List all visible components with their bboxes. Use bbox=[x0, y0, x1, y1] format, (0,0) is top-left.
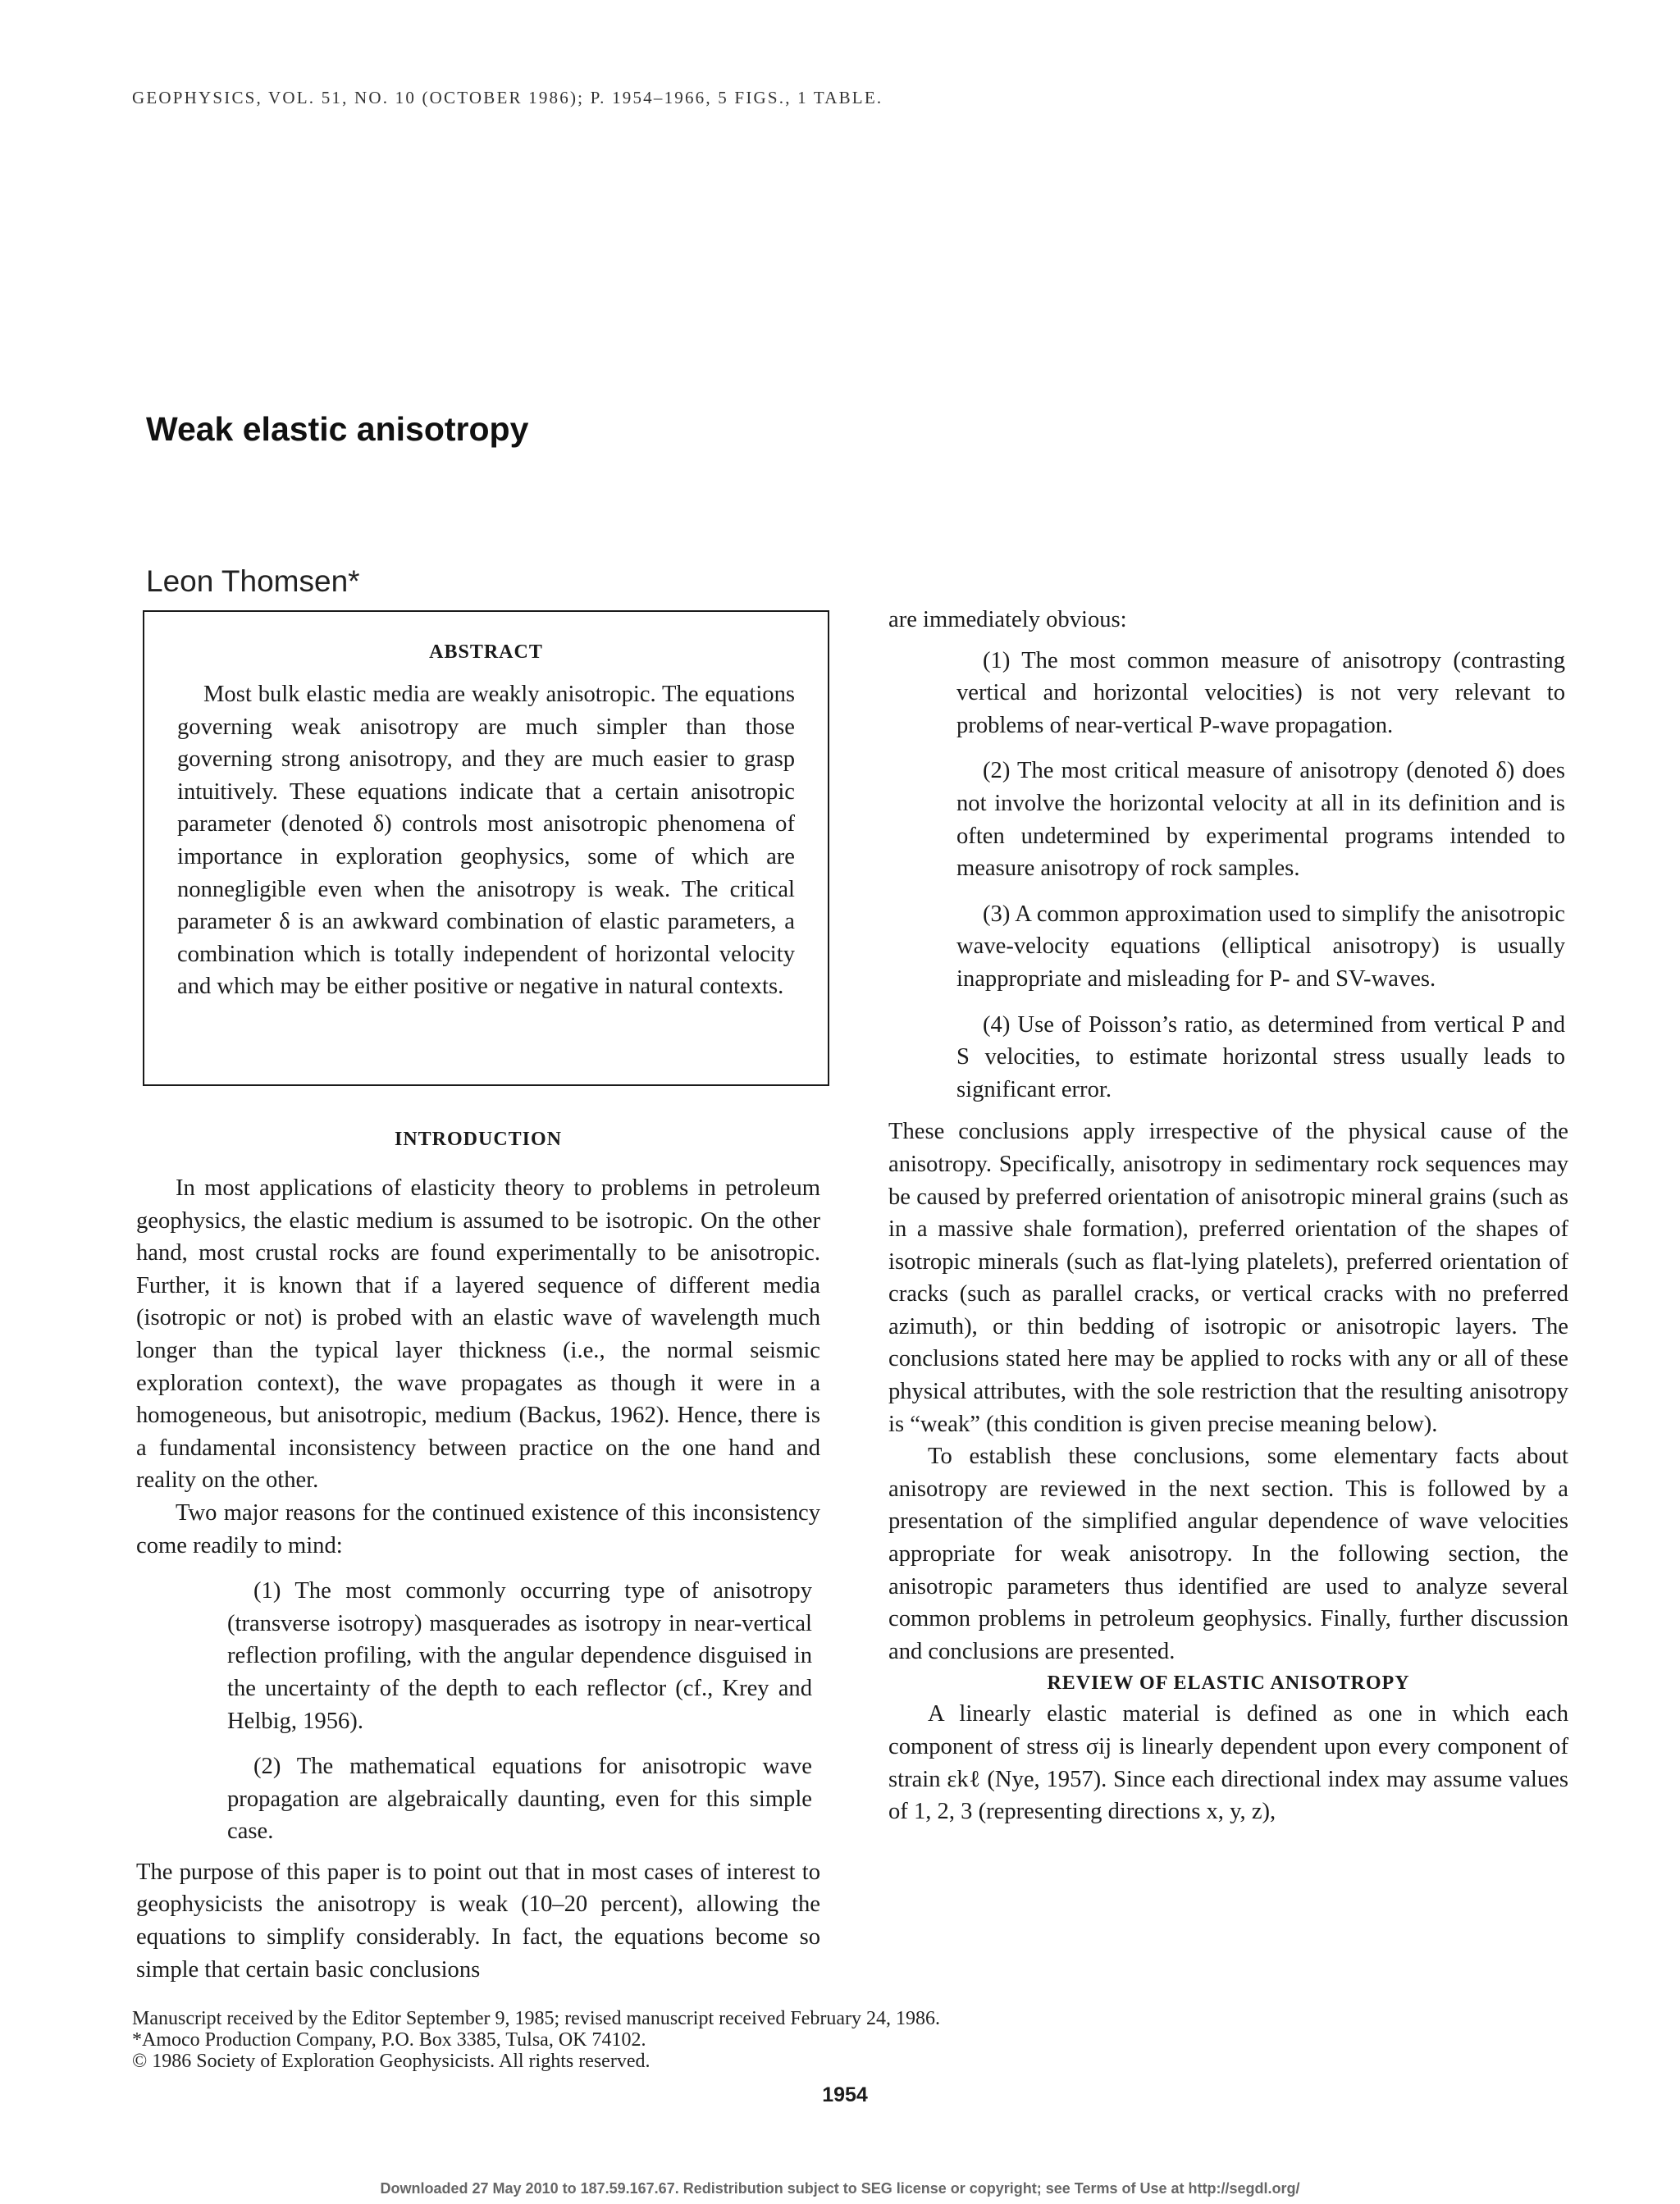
conclusion-item-3: (3) A common approximation used to simplify the anisotropic wave-velocity equations (elliptical anisotropy) is usually inappropriate and misleading for P- and SV-waves. bbox=[956, 901, 1565, 992]
abstract-box bbox=[143, 610, 829, 1086]
review-paragraph-1: A linearly elastic material is defined as one in which each component of stress σij is linearly dependent upon every component of strain εkℓ (Nye, 1957). Since each directional index may assume values of 1, 2, 3 (representing directions x, y, z), bbox=[888, 1701, 1568, 1825]
article-title: Weak elastic anisotropy bbox=[146, 410, 529, 448]
review-heading: REVIEW OF ELASTIC ANISOTROPY bbox=[1047, 1672, 1410, 1695]
footnote-manuscript: Manuscript received by the Editor September 9, 1985; revised manuscript received February 24, 1986. bbox=[132, 2008, 941, 2029]
footnotes bbox=[132, 2008, 1281, 2072]
conclusion-item-1: (1) The most common measure of anisotropy (contrasting vertical and horizontal velocities) is not very relevant to problems of near-vertical P-wave propagation. bbox=[956, 647, 1565, 738]
intro-paragraph-1: In most applications of elasticity theory to problems in petroleum geophysics, the elastic medium is assumed to be isotropic. On the other hand, most crustal rocks are found experimentally to be anisotropic. Further, it is known that if a layered sequence of different media (isotropic or not) is probed with an elastic wave of wavelength much longer than the typical layer thickness (i.e., the normal seismic exploration context), the wave propagates as though it were in a homogeneous, but anisotropic, medium (Backus, 1962). Hence, there is a fundamental inconsistency between practice on the one hand and reality on the other. bbox=[136, 1175, 820, 1494]
footnote-affiliation: *Amoco Production Company, P.O. Box 3385, Tulsa, OK 74102. bbox=[132, 2029, 646, 2051]
footnote-copyright: © 1986 Society of Exploration Geophysicists. All rights reserved. bbox=[132, 2051, 651, 2072]
reason-item-1: (1) The most commonly occurring type of anisotropy (transverse isotropy) masquerades as isotropy in near-vertical reflection profiling, with the angular dependence disguised in the uncertainty of the depth to each reflector (cf., Krey and Helbig, 1956). bbox=[227, 1578, 812, 1734]
intro-paragraph-3-continued: are immediately obvious: bbox=[888, 607, 1127, 632]
intro-paragraph-2: Two major reasons for the continued existence of this inconsistency come readily to mind: bbox=[136, 1499, 820, 1558]
left-column bbox=[136, 1129, 820, 1986]
page-number: 1954 bbox=[822, 2083, 868, 2106]
reasons-list bbox=[136, 1575, 820, 1848]
conclusion-item-2: (2) The most critical measure of anisotropy (denoted δ) does not involve the horizontal velocity at all in its definition and is often undetermined by experimental programs intended to measure anisotropy of rock samples. bbox=[956, 758, 1565, 882]
intro-paragraph-5: To establish these conclusions, some elementary facts about anisotropy are reviewed in the next section. This is followed by a presentation of the simplified angular dependence of wave velocities appropriate for weak anisotropy. In the following section, the anisotropic parameters thus identified are used to analyze several common problems in petroleum geophysics. Finally, further discussion and conclusions are presented. bbox=[888, 1444, 1568, 1664]
conclusions-list bbox=[888, 645, 1568, 1107]
conclusion-item-4: (4) Use of Poisson’s ratio, as determined from vertical P and S velocities, to estimate horizontal stress usually leads to significant error. bbox=[956, 1011, 1565, 1102]
running-head: GEOPHYSICS, VOL. 51, NO. 10 (OCTOBER 1986); P. 1954–1966, 5 FIGS., 1 TABLE. bbox=[132, 88, 883, 107]
reason-item-2: (2) The mathematical equations for anisotropic wave propagation are algebraically daunting, even for this simple case. bbox=[227, 1754, 812, 1845]
download-notice: Downloaded 27 May 2010 to 187.59.167.67. Redistribution subject to SEG license or copyright; see Terms of Use at http://segdl.org/ bbox=[380, 2180, 1300, 2197]
right-column bbox=[888, 604, 1568, 1828]
intro-paragraph-3: The purpose of this paper is to point out that in most cases of interest to geophysicists the anisotropy is weak (10–20 percent), allowing the equations to simplify considerably. In fact, the equations become so simple that certain basic conclusions bbox=[136, 1859, 820, 1983]
author-name: Leon Thomsen* bbox=[146, 564, 360, 598]
intro-paragraph-4: These conclusions apply irrespective of the physical cause of the anisotropy. Specifically, anisotropy in sedimentary rock sequences may be caused by preferred orientation of anisotropic mineral grains (such as in a massive shale formation), preferred orientation of the shapes of isotropic minerals (such as flat-lying platelets), preferred orientation of cracks (such as parallel cracks, or vertical cracks with no preferred azimuth), or thin bedding of isotropic or anisotropic layers. The conclusions stated here may be applied to rocks with any or all of these physical attributes, with the sole restriction that the resulting anisotropy is “weak” (this condition is given precise meaning below). bbox=[888, 1119, 1568, 1437]
introduction-heading: INTRODUCTION bbox=[394, 1129, 563, 1150]
abstract-heading: ABSTRACT bbox=[429, 641, 543, 663]
abstract-text: Most bulk elastic media are weakly anisotropic. The equations governing weak anisotropy are much simpler than those governing strong anisotropy, and they are much easier to grasp intuitively. These equations indicate that a certain anisotropic parameter (denoted δ) controls most anisotropic phenomena of importance in exploration geophysics, some of which are nonnegligible even when the anisotropy is weak. The critical parameter δ is an awkward combination of elastic parameters, a combination which is totally independent of horizontal velocity and which may be either positive or negative in natural contexts. bbox=[177, 682, 795, 1000]
